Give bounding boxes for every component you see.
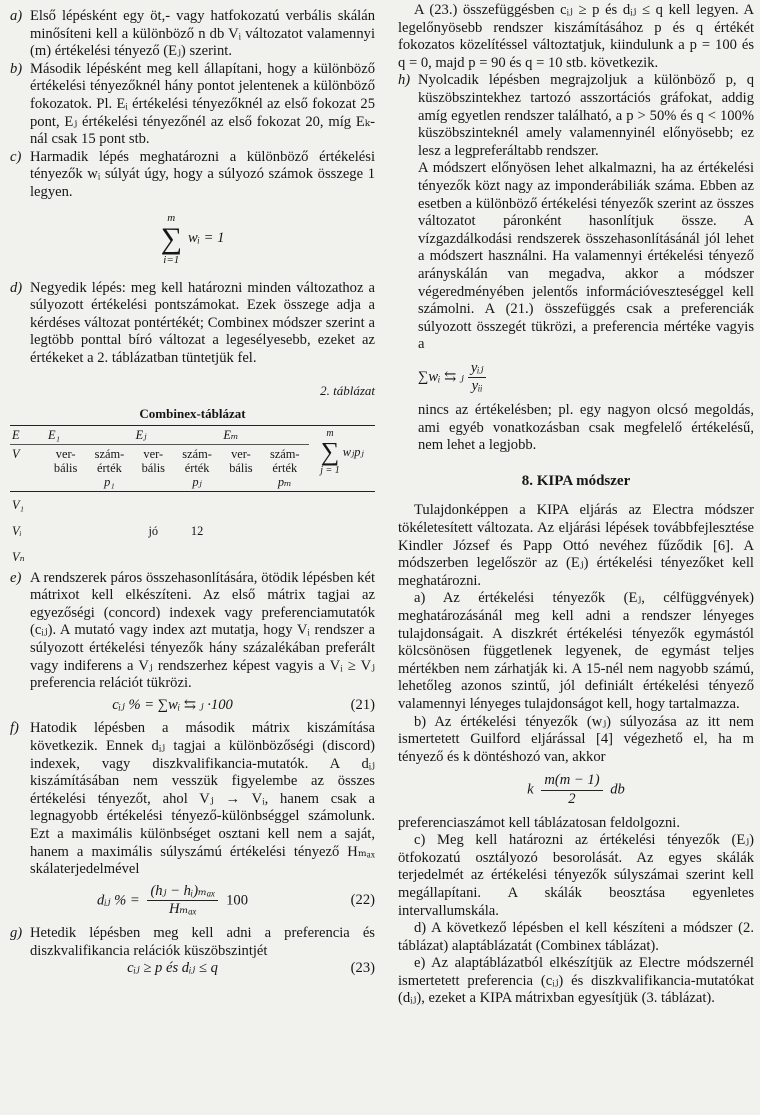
table-subheader-score (85, 444, 133, 491)
left-column (10, 0, 375, 978)
table-subheader-score (173, 444, 221, 491)
step-label: h) (398, 72, 411, 89)
step-c (10, 149, 375, 202)
table-row (10, 544, 375, 566)
equation-right: 100 (226, 892, 248, 909)
fraction-numerator: yᵢⱼ (468, 360, 487, 379)
equation-fraction (468, 360, 487, 396)
paragraph: Tulajdonképpen a KIPA eljárás az Electra módszer tökéletesített változata. Az eljárási lépések továbbfejlesztése Kindler József és Papp Ottó nevéhez fűződik [6]. A módszerben legelőször az (Eⱼ) értékelési tényezőket kell meghatározni. (398, 502, 754, 589)
preference-equation (398, 360, 754, 396)
step-h (398, 72, 754, 160)
equation-number: (22) (350, 892, 375, 909)
step-text: Második lépésként meg kell állapítani, hogy a különböző értékelési tényezőknél hány pontot jelentenek a különböző fokozatok. Pl. Eᵢ értékelési tényezőknél az első fokozat 25 pont, Eⱼ értékelési tényezőnél az első fokozat 20, míg Eₖ-nál csak 15 pont stb. (30, 60, 375, 148)
sum-upper-limit: m (167, 211, 176, 224)
table-title: Combinex-táblázat (139, 406, 246, 422)
score-label: szám-érték (269, 446, 300, 475)
table-header-ej: Eⱼ (134, 425, 222, 444)
equation-body: cᵢⱼ ≥ p és dᵢⱼ ≤ q (127, 960, 218, 977)
step-text: Hatodik lépésben a második mátrix kiszámítása következik. Ennek dᵢⱼ tagjai a különbözőségi (discord) indexek, vagy diszkvalifikancia-mutatók. A dᵢⱼ kiszámításában nem vesszük figyelembe az összes értékelési tényezőt, ahol Vⱼ → Vᵢ, hanem csak a legnagyobb értékelési tényező-különbséggel számolunk. Ezt a maximális különbséget osztani kell nem a saját, hanem a maximális súlyszámú értékelési tényező Hₘₐₓ skálaterjedelmével (30, 720, 375, 878)
equation-23 (10, 960, 375, 978)
table-header-e1: E₁ (46, 425, 134, 444)
score-label: szám-érték (94, 446, 125, 475)
p-label: p₁ (104, 474, 115, 489)
equation-number: (21) (350, 696, 375, 713)
fraction-denominator: Hₘₐₓ (168, 901, 197, 918)
table-header-em: Eₘ (221, 425, 309, 444)
table-sum-expr: wⱼpⱼ (342, 444, 364, 459)
step-label: b) (10, 60, 23, 77)
table-header-e: E (10, 425, 46, 444)
p-label: pⱼ (192, 474, 202, 489)
paragraph-step-e: e) Az alaptáblázatból elkészítjük az Electre módszernél ismertetett preferencia (cᵢⱼ) és diszkvalifikancia-mutatókat (dᵢⱼ), ezeket a KIPA mátrixban egyesítjük (3. táblázat). (398, 955, 754, 1007)
fraction-numerator: (hⱼ − hᵢ)ₘₐₓ (147, 883, 218, 902)
weight-sum-equation (10, 212, 375, 266)
row-score: 12 (190, 523, 204, 538)
step-b (10, 61, 375, 149)
row-score (173, 544, 221, 566)
table-row (10, 518, 375, 544)
step-f (10, 720, 375, 878)
step-label: e) (10, 569, 22, 586)
row-verbal: jó (148, 523, 159, 538)
equation-left: dᵢⱼ % = (97, 892, 140, 909)
fraction-numerator: m(m − 1) (541, 772, 602, 791)
paragraph-step-b: b) Az értékelési tényezők (wⱼ) súlyozása az itt nem ismertetett Guilford eljárással [4] végezhető el, ha m tényező és k döntéshozó van, akkor (398, 713, 754, 765)
sum-expression: wᵢ = 1 (187, 229, 225, 246)
row-label: Vᵢ (12, 523, 22, 538)
paragraph-step-d: d) A következő lépésben el kell készíteni a módszer (2. táblázat) alaptáblázatát (Combinex táblázat). (398, 920, 754, 954)
step-text: Nyolcadik lépésben megrajzoljuk a különböző p, q küszöbszintekhez tartozó asszortációs gráfokat, addig amíg egyetlen rendszer található, a p > 50% és q < 100% küszöbszinteknél amely valamennyinél előnyösebb; ez lesz a legpreferáltabb rendszer. (418, 72, 754, 159)
equation-k (398, 772, 754, 808)
step-label: a) (10, 8, 23, 24)
table-sum-upper: m (326, 427, 334, 439)
equation-fraction (147, 883, 218, 919)
row-verbal (134, 544, 173, 566)
table-subheader-verbal: ver-bális (134, 444, 173, 491)
row-verbal (134, 491, 173, 518)
equation-number: (23) (350, 960, 375, 977)
table-sigma: ∑ (320, 436, 340, 466)
row-label: V₁ (12, 497, 24, 512)
equation-21 (10, 697, 375, 715)
p-label: pₘ (277, 474, 292, 489)
table-row (10, 491, 375, 518)
equation-left: ∑wᵢ ⇆ ⱼ (418, 369, 464, 386)
paragraph-step-a: a) Az értékelési tényezők (Eⱼ, célfüggvények) meghatározásánál meg kell adni a rendszer lényeges tulajdonságait. A diszkrét értékelési tényezők egymástól kölcsönösen függetlenek legyenek, de egymást teljes mértékben nem zárhatják ki. A 15-nél nem nagyobb számú, lehetőleg azonos szintű, jól definiált értékelési tényező valamennyi lényeges tulajdonságot kell, hogy tartalmazza. (398, 590, 754, 712)
paragraph: nincs az értékelésben; pl. egy nagyon olcsó megoldás, ami egyéb vonatkozásban csak megfelelő értékelésű, nem lehet a legjobb. (418, 402, 754, 454)
step-a (10, 8, 375, 61)
equation-left: k (527, 781, 534, 798)
step-text: Hetedik lépésben meg kell adni a preferencia és diszkvalifikancia relációk küszöbszintjét (30, 924, 375, 959)
combinex-table (10, 425, 375, 566)
paragraph-step-c: c) Meg kell határozni az értékelési tényezők (Eⱼ) ötfokozatú osztályozó besorolását. Az egyes skálák terjedelmét az értékelési tényezők súlyszámai szerint kell megállapítani. A skálák beosztása egyenletes intervallumskála. (398, 832, 754, 919)
equation-body: cᵢⱼ % = ∑wᵢ ⇆ ⱼ ·100 (112, 696, 233, 713)
fraction-denominator: yᵢᵢ (471, 378, 483, 395)
step-g (10, 925, 375, 960)
table-header-sum (309, 425, 375, 491)
equation-fraction (541, 772, 602, 808)
step-d (10, 280, 375, 368)
step-label: c) (10, 148, 22, 165)
row-score (173, 491, 221, 518)
step-e (10, 570, 375, 693)
step-label: g) (10, 924, 23, 941)
section-heading: 8. KIPA módszer (521, 472, 631, 489)
equation-right: db (610, 781, 625, 798)
table-number: 2. táblázat (320, 382, 375, 398)
right-column (398, 0, 754, 1008)
equation-22 (10, 883, 375, 919)
step-text: A rendszerek páros összehasonlítására, ötödik lépésben két mátrixot kell elkészíteni. Az első mátrix tagjai az egyezőségi (concord) indexek vagy preferenciamutatók (cᵢⱼ). A mutató vagy index azt mutatja, hogy Vᵢ rendszer a súlyozott értékelési tényezők hány százalékában preferált vagy indiferens a Vⱼ rendszerhez képest vagyis a Vᵢ ≥ Vⱼ preferencia relációt tükrözi. (30, 569, 375, 692)
table-sum-lower: j = 1 (320, 464, 340, 476)
equation-body (398, 772, 754, 808)
sum-lower-limit: i=1 (163, 253, 180, 266)
equation-body (10, 883, 335, 919)
step-text: Harmadik lépés meghatározni a különböző értékelési tényezők wᵢ súlyát úgy, hogy a súlyozó számok összege 1 legyen. (30, 148, 375, 200)
table-subheader-score (261, 444, 309, 491)
paragraph: A módszert előnyösen lehet alkalmazni, ha az értékelési tényezők közt nagy az imponderábiliák száma. Ebben az esetben a különböző értékelési tényezők szerint az összes változatot páronként hasonlítjuk össze. A vízgazdálkodási rendszerek összehasonlításánál jól lehet a módszert használni. Ha valamennyi értékelési tényező arányskálán van megadva, akkor a módszer végeredményében jelentős információveszteséggel kell számolni. A (21.) összefüggés csak a preferenciák súlyozott összegét tükrözi, a preferencia mértéke vagyis a (418, 160, 754, 353)
table-header-v: V (10, 444, 46, 491)
table-subheader-verbal: ver-bális (46, 444, 85, 491)
step-label: d) (10, 279, 23, 296)
step-text: Első lépésként egy öt,- vagy hatfokozatú verbális skálán minősíteni kell a különböző n db Vᵢ változatot valamennyi (m) értékelési tényező (Eⱼ) szerint. (30, 8, 375, 60)
fraction-denominator: 2 (568, 790, 576, 807)
row-label: Vₙ (12, 549, 25, 564)
score-label: szám-érték (182, 446, 212, 475)
paragraph-continuation: A (23.) összefüggésben cᵢⱼ ≥ p és dᵢⱼ ≤ q kell legyen. A legelőnyösebb rendszer kiszámításához p és q értékét fokozatos közelítéssel változtatjuk, kiindulunk a p = 100 és q = 0, majd p = 90 és q = 10 stb. következik. (398, 2, 754, 71)
sigma-symbol: ∑ (160, 221, 182, 255)
table-subheader-verbal: ver-bális (221, 444, 260, 491)
step-label: f) (10, 720, 19, 737)
paragraph: preferenciaszámot kell táblázatosan feldolgozni. (398, 814, 681, 831)
step-text: Negyedik lépés: meg kell határozni minden változathoz a súlyozott értékelési pontszámokat. Ezek összege adja a kérdéses változat pontértékét; Combinex módszer szerint a legtöbb ponttal bíró változat a legesélyesebb, ezeket az értékeket a 2. táblázatban tüntetjük fel. (30, 279, 375, 366)
